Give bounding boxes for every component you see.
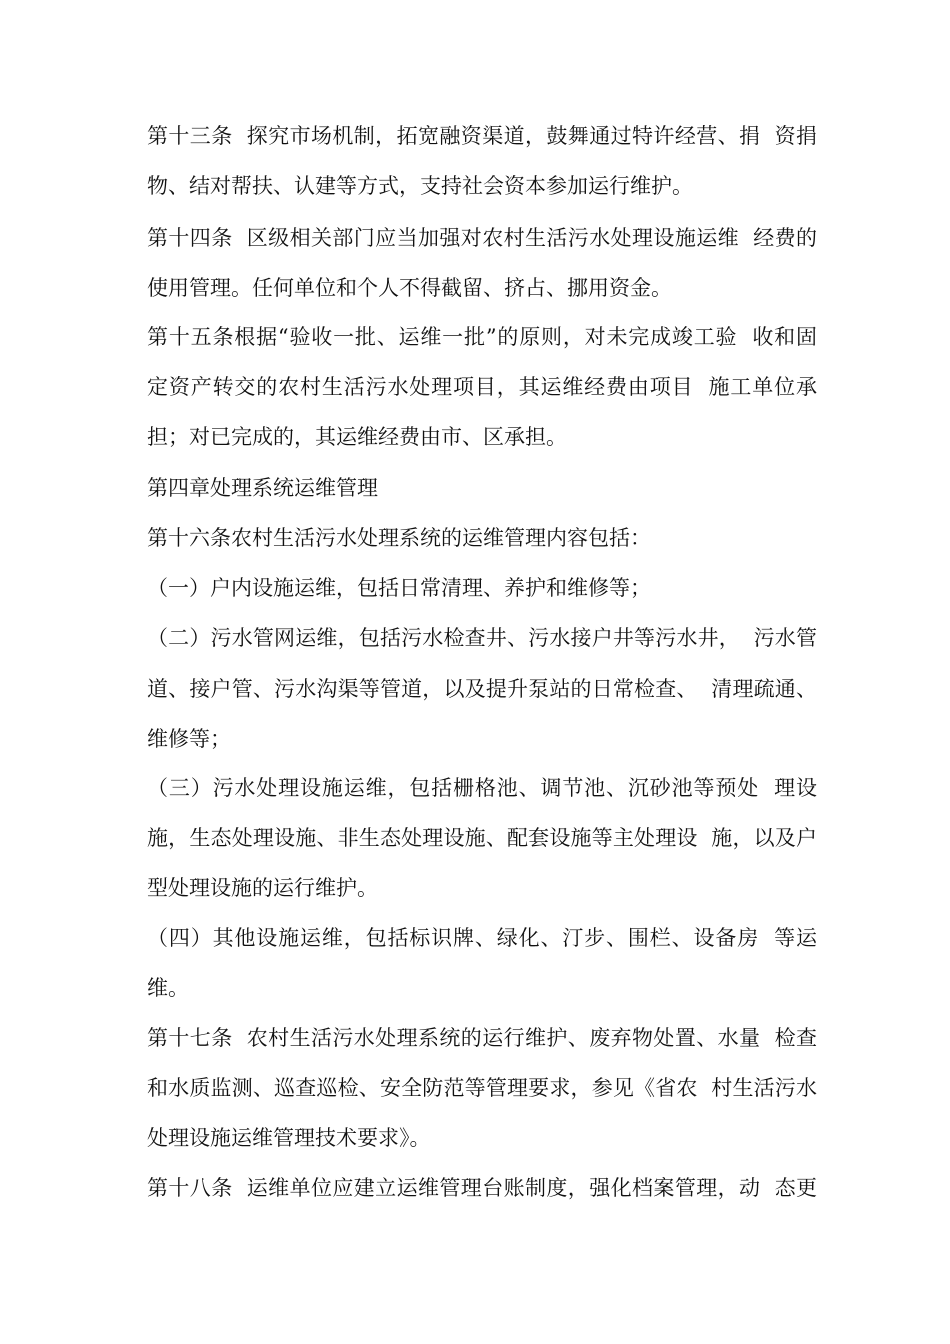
item-4-line-1: （四）其他设施运维，包括标识牌、绿化、汀步、围栏、设备房 等运: [147, 926, 817, 950]
item-2-line-1: （二）污水管网运维，包括污水检查井、污水接户井等污水井， 污水管: [147, 626, 817, 650]
article-18-line-1: 第十八条 运维单位应建立运维管理台账制度，强化档案管理，动 态更: [147, 1176, 817, 1200]
article-13-line-1: 第十三条 探究市场机制，拓宽融资渠道，鼓舞通过特许经营、捐 资捐: [147, 124, 817, 148]
item-3-line-1: （三）污水处理设施运维，包括栅格池、调节池、沉砂池等预处 理设: [147, 776, 817, 800]
item-2-line-2: 道、接户管、污水沟渠等管道，以及提升泵站的日常检查、 清理疏通、: [147, 677, 817, 701]
item-1-line-1: （一）户内设施运维，包括日常清理、养护和维修等；: [147, 576, 651, 600]
chapter-4-heading: 第四章处理系统运维管理: [147, 476, 378, 500]
article-15-line-3: 担；对已完成的，其运维经费由市、区承担。: [147, 425, 567, 449]
item-2-line-3: 维修等；: [147, 727, 231, 751]
article-17-line-3: 处理设施运维管理技术要求》。: [147, 1126, 431, 1150]
item-4-line-2: 维。: [147, 976, 189, 1000]
item-3-line-2: 施，生态处理设施、非生态处理设施、配套设施等主处理设 施，以及户: [147, 826, 817, 850]
article-14-line-1: 第十四条 区级相关部门应当加强对农村生活污水处理设施运维 经费的: [147, 226, 817, 250]
article-17-line-1: 第十七条 农村生活污水处理系统的运行维护、废弃物处置、水量 检查: [147, 1026, 817, 1050]
article-13-line-2: 物、结对帮扶、认建等方式，支持社会资本参加运行维护。: [147, 174, 693, 198]
article-17-line-2: 和水质监测、巡查巡检、安全防范等管理要求，参见《省农 村生活污水: [147, 1076, 817, 1100]
article-14-line-2: 使用管理。任何单位和个人不得截留、挤占、挪用资金。: [147, 276, 672, 300]
article-16-line-1: 第十六条农村生活污水处理系统的运维管理内容包括：: [147, 526, 651, 550]
article-15-line-1: 第十五条根据“验收一批、运维一批”的原则，对未完成竣工验 收和固: [147, 325, 817, 349]
item-3-line-3: 型处理设施的运行维护。: [147, 876, 378, 900]
article-15-line-2: 定资产转交的农村生活污水处理项目，其运维经费由项目 施工单位承: [147, 375, 817, 399]
